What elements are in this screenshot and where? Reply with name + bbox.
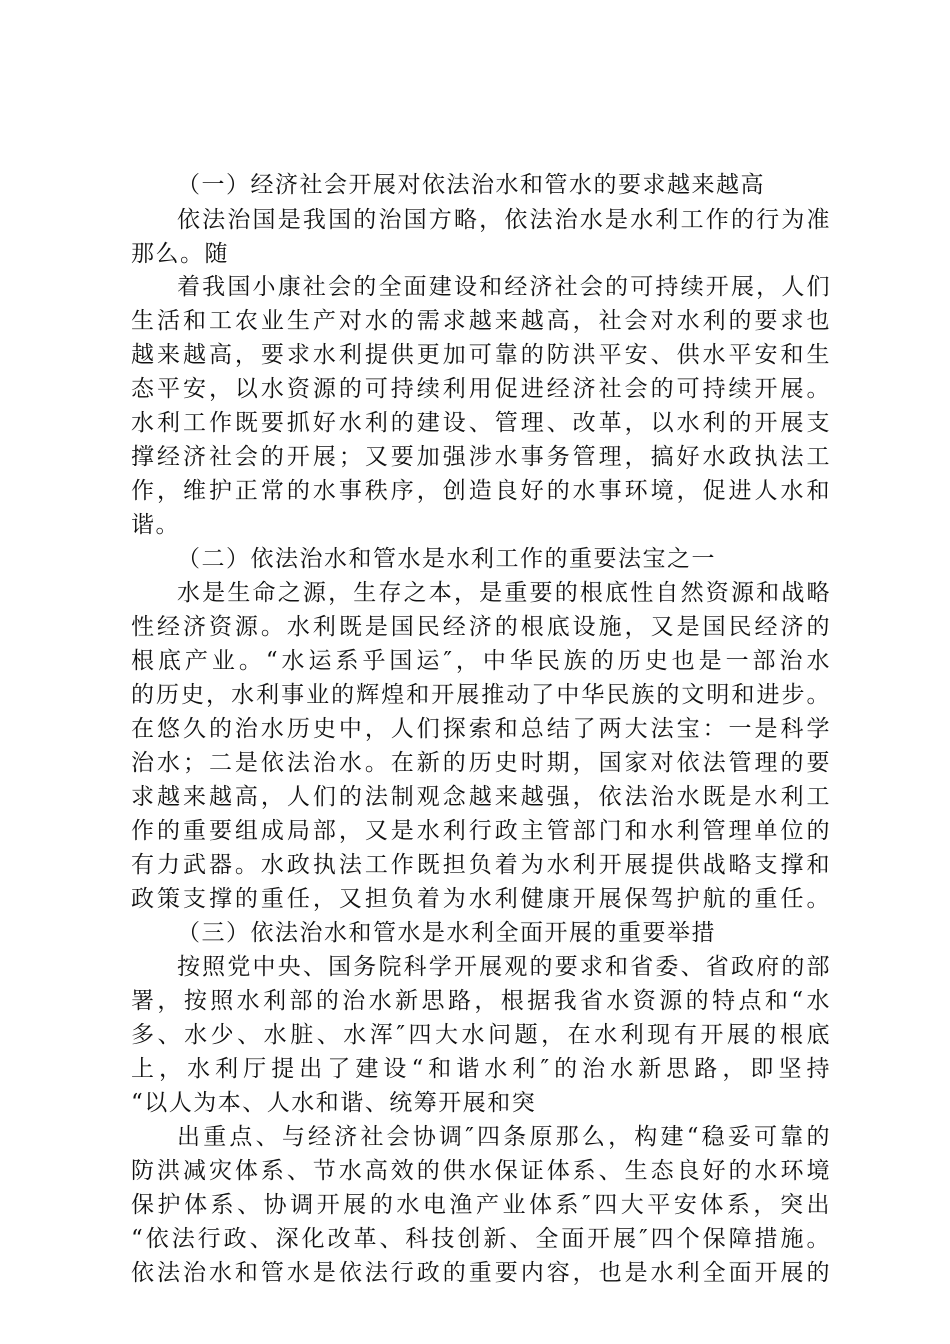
paragraph-line: “以人为本、人水和谐、统筹开展和突	[131, 1090, 537, 1116]
paragraph-line: 水利工作既要抓好水利的建设、管理、改革，以水利的开展支	[131, 410, 831, 436]
paragraph-line: 政策支撑的重任，又担负着为水利健康开展保驾护航的重任。	[131, 886, 831, 912]
paragraph-line: 态平安，以水资源的可持续利用促进经济社会的可持续开展。	[131, 376, 831, 402]
paragraph-line: 谐。	[131, 512, 180, 538]
heading-3: （三）依法治水和管水是水利全面开展的重要举措	[177, 920, 716, 946]
paragraph-line: 依法治国是我国的治国方略，依法治水是水利工作的行为准	[177, 207, 831, 233]
paragraph-line: 水是生命之源，生存之本，是重要的根底性自然资源和战略	[177, 580, 831, 606]
paragraph-line: 出重点、与经济社会协调″四条原那么，构建“稳妥可靠的	[177, 1124, 831, 1150]
paragraph-line: 多、水少、水脏、水浑″四大水问题，在水利现有开展的根底	[131, 1022, 831, 1048]
paragraph-line: 性经济资源。水利既是国民经济的根底设施，又是国民经济的	[131, 614, 831, 640]
paragraph-line: “依法行政、深化改革、科技创新、全面开展″四个保障措施。	[131, 1226, 831, 1252]
paragraph-line: 生活和工农业生产对水的需求越来越高，社会对水利的要求也	[131, 308, 831, 334]
heading-2: （二）依法治水和管水是水利工作的重要法宝之一	[177, 546, 716, 572]
paragraph-line: 着我国小康社会的全面建设和经济社会的可持续开展，人们	[177, 274, 831, 300]
paragraph-line: 求越来越高，人们的法制观念越来越强，依法治水既是水利工	[131, 784, 831, 810]
paragraph-line: 有力武器。水政执法工作既担负着为水利开展提供战略支撑和	[131, 852, 831, 878]
paragraph-line: 上，水利厅提出了建设“和谐水利″的治水新思路，即坚持	[131, 1056, 831, 1082]
paragraph-line: 防洪减灾体系、节水高效的供水保证体系、生态良好的水环境	[131, 1158, 831, 1184]
paragraph-line: 撑经济社会的开展；又要加强涉水事务管理，搞好水政执法工	[131, 444, 831, 470]
paragraph-line: 越来越高，要求水利提供更加可靠的防洪平安、供水平安和生	[131, 342, 831, 368]
paragraph-line: 根底产业。“水运系乎国运″，中华民族的历史也是一部治水	[131, 648, 831, 674]
paragraph-line: 保护体系、协调开展的水电渔产业体系″四大平安体系，突出	[131, 1192, 831, 1218]
paragraph-line: 作的重要组成局部，又是水利行政主管部门和水利管理单位的	[131, 818, 831, 844]
paragraph-line: 在悠久的治水历史中，人们探索和总结了两大法宝：一是科学	[131, 716, 831, 742]
paragraph-line: 依法治水和管水是依法行政的重要内容，也是水利全面开展的	[131, 1260, 831, 1286]
paragraph-line: 那么。随	[131, 241, 229, 267]
paragraph-line: 的历史，水利事业的辉煌和开展推动了中华民族的文明和进步。	[131, 682, 831, 708]
heading-1: （一）经济社会开展对依法治水和管水的要求越来越高	[177, 172, 765, 198]
paragraph-line: 署，按照水利部的治水新思路，根据我省水资源的特点和“水	[131, 988, 831, 1014]
paragraph-line: 按照党中央、国务院科学开展观的要求和省委、省政府的部	[177, 954, 831, 980]
paragraph-line: 治水；二是依法治水。在新的历史时期，国家对依法管理的要	[131, 750, 831, 776]
paragraph-line: 作，维护正常的水事秩序，创造良好的水事环境，促进人水和	[131, 478, 831, 504]
